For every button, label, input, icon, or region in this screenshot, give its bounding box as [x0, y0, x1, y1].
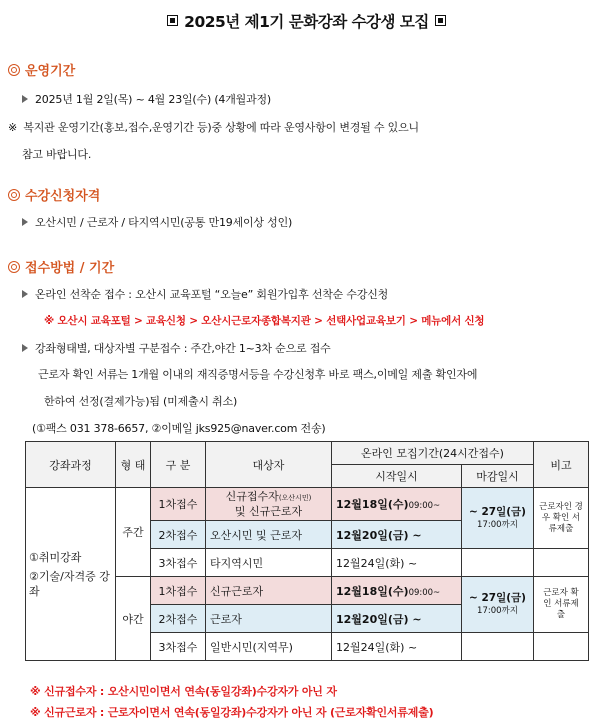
header-start: 시작일시 — [332, 465, 462, 488]
header-remark: 비고 — [534, 442, 589, 488]
round-cell: 1차접수 — [151, 488, 206, 521]
course-cell — [26, 488, 116, 661]
section-heading-eligibility — [8, 185, 100, 204]
section-heading-text: 접수방법 / 기간 — [25, 261, 115, 276]
start-cell — [332, 577, 462, 605]
target-cell — [206, 488, 332, 521]
target-cell: 신규근로자 — [206, 577, 332, 605]
deadline-date: ~ 27일(금) — [469, 592, 526, 604]
start-date: 12월18일(수) — [336, 584, 409, 598]
eligibility-text: 오산시민 / 근로자 / 타지역시민(공통 만19세이상 성인) — [35, 216, 293, 229]
page-title-text: 2025년 제1기 문화강좌 수강생 모집 — [184, 13, 429, 31]
header-deadline: 마감일시 — [462, 465, 534, 488]
footnote-new-worker: ※ 신규근로자 : 근로자이면서 연속(동일강좌)수강자가 아닌 자 (근로자확인서류제출) — [30, 706, 434, 719]
start-cell: 12월20일(금) ~ — [332, 605, 462, 633]
start-cell: 12월20일(금) ~ — [332, 521, 462, 549]
period-line — [22, 91, 271, 107]
remark-night: 근로자 확인 서류제출 — [534, 577, 589, 633]
header-category: 구 분 — [151, 442, 206, 488]
start-cell: 12월24일(화) ~ — [332, 633, 462, 661]
target-cell: 일반시민(지역무) — [206, 633, 332, 661]
period-text: 2025년 1월 2일(목) ~ 4월 23일(수) (4개월과정) — [35, 93, 272, 106]
method-online — [22, 286, 388, 302]
start-date: 12월18일(수) — [336, 498, 409, 511]
start-cell — [332, 488, 462, 521]
triangle-bullet-icon — [22, 95, 28, 103]
method-online-text: 온라인 선착순 접수 : 오산시 교육포털 “오늘e” 회원가입후 선착순 수강신청 — [35, 288, 389, 301]
course-name-tech: ②기술/자격증 강좌 — [29, 569, 110, 598]
target-line2: 및 신규근로자 — [234, 505, 303, 518]
double-circle-icon — [8, 261, 20, 273]
deadline-cell-day — [462, 488, 534, 549]
double-circle-icon — [8, 189, 20, 201]
target-small: (오산시민) — [278, 494, 312, 502]
page-title — [0, 10, 613, 32]
contact-line: (①팩스 031 378-6657, ②이메일 jks925@naver.com 전송) — [32, 422, 326, 435]
round-cell: 3차접수 — [151, 549, 206, 577]
start-time: 09:00~ — [408, 501, 441, 511]
start-time: 09:00~ — [408, 587, 441, 598]
deadline-cell-night — [462, 577, 534, 633]
note-mark: ※ — [8, 121, 18, 134]
header-course: 강좌과정 — [26, 442, 116, 488]
worker-note-2: 한하여 선정(결제가능)됨 (미제출시 취소) — [44, 395, 238, 408]
empty-cell — [462, 633, 534, 661]
period-note — [8, 119, 419, 135]
header-target: 대상자 — [206, 442, 332, 488]
target-cell: 타지역시민 — [206, 549, 332, 577]
period-note-text-2: 참고 바랍니다. — [22, 148, 92, 161]
form-day: 주간 — [116, 488, 151, 577]
triangle-bullet-icon — [22, 218, 28, 226]
deadline-date: ~ 27일(금) — [469, 505, 526, 518]
empty-cell — [534, 633, 589, 661]
worker-note-1: 근로자 확인 서류는 1개월 이내의 재직증명서등을 수강신청후 바로 팩스,이메일 제출 확인자에 — [38, 368, 478, 381]
target-cell: 오산시민 및 근로자 — [206, 521, 332, 549]
form-night: 야간 — [116, 577, 151, 661]
square-bullet-icon — [435, 15, 446, 26]
header-online: 온라인 모집기간(24시간접수) — [332, 442, 534, 465]
method-type-text: 강좌형태별, 대상자별 구분접수 : 주간,야간 1~3차 순으로 접수 — [35, 342, 331, 355]
method-type — [22, 340, 331, 356]
round-cell: 1차접수 — [151, 577, 206, 605]
square-bullet-icon — [167, 15, 178, 26]
round-cell: 3차접수 — [151, 633, 206, 661]
empty-cell — [462, 549, 534, 577]
deadline-time: 17:00까지 — [477, 606, 518, 616]
triangle-bullet-icon — [22, 290, 28, 298]
empty-cell — [534, 549, 589, 577]
triangle-bullet-icon — [22, 344, 28, 352]
section-heading-text: 운영기간 — [25, 64, 76, 79]
period-note-text: 복지관 운영기간(홍보,접수,운영기간 등)중 상황에 따라 운영사항이 변경될 수 있으니 — [23, 121, 419, 134]
deadline-time: 17:00까지 — [477, 519, 518, 530]
section-heading-method — [8, 257, 114, 276]
round-cell: 2차접수 — [151, 521, 206, 549]
method-path: ※ 오산시 교육포털 > 교육신청 > 오산시근로자종합복지관 > 선택사업교육보기 > 메뉴에서 신청 — [44, 315, 485, 327]
double-circle-icon — [8, 64, 20, 76]
eligibility-line — [22, 214, 292, 230]
footnote-new-applicant: ※ 신규접수자 : 오산시민이면서 연속(동일강좌)수강자가 아닌 자 — [30, 685, 337, 698]
remark-day: 근로자인 경우 확인 서류제출 — [534, 488, 589, 549]
header-form: 형 태 — [116, 442, 151, 488]
target-main: 신규접수자 — [225, 490, 279, 503]
round-cell: 2차접수 — [151, 605, 206, 633]
course-name-hobby: ①취미강좌 — [29, 550, 82, 564]
start-cell: 12월24일(화) ~ — [332, 549, 462, 577]
schedule-table — [25, 441, 589, 661]
section-heading-text: 수강신청자격 — [25, 189, 101, 204]
section-heading-period — [8, 60, 75, 79]
target-cell: 근로자 — [206, 605, 332, 633]
